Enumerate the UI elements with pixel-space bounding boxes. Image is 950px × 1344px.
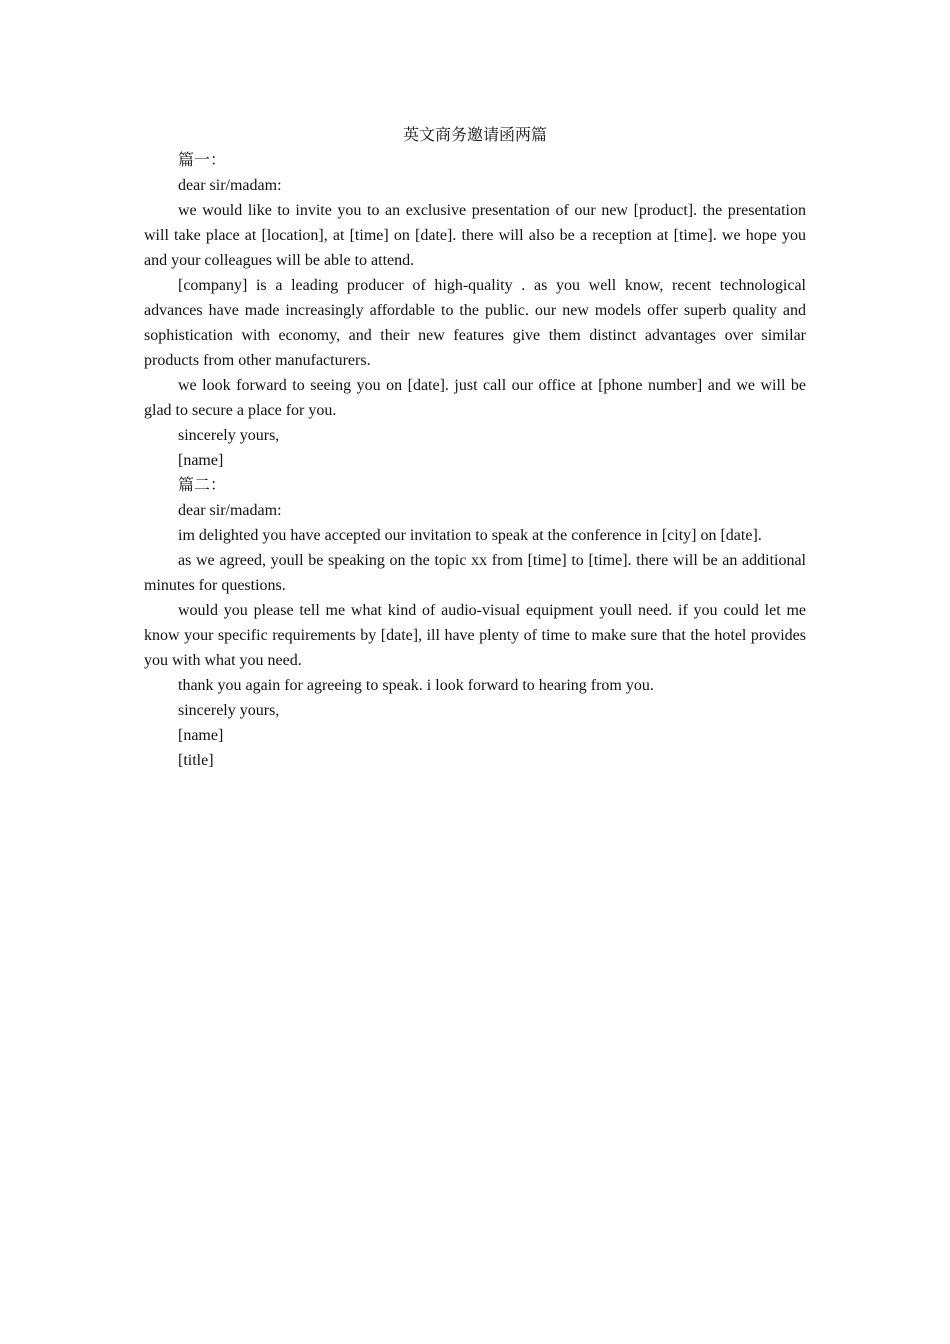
document-page xyxy=(144,123,806,773)
letter2-paragraph: as we agreed, youll be speaking on the topic xx from [time] to [time]. there will be an additional minutes for questions. xyxy=(144,552,806,594)
letter1-name: [name] xyxy=(178,452,224,469)
letter1-paragraph: [company] is a leading producer of high-quality . as you well know, recent technological advances have made increasingly affordable to the public. our new models offer superb quality and sophistication with economy, and their new features give them distinct advantages over similar products from other manufacturers. xyxy=(144,277,806,369)
letter1-salutation: dear sir/madam: xyxy=(178,177,282,194)
letter2-heading: 篇二： xyxy=(178,477,227,494)
letter2-paragraph: would you please tell me what kind of audio-visual equipment youll need. if you could let me know your specific requirements by [date], ill have plenty of time to make sure that the hotel provides you with what you need. xyxy=(144,602,806,669)
letter2-paragraph: thank you again for agreeing to speak. i look forward to hearing from you. xyxy=(178,677,654,694)
document-title: 英文商务邀请函两篇 xyxy=(402,127,547,144)
letter1-heading: 篇一： xyxy=(178,152,227,169)
letter2-closing: sincerely yours, xyxy=(178,702,280,719)
letter2-title-line: [title] xyxy=(178,752,214,769)
letter2-paragraph: im delighted you have accepted our invitation to speak at the conference in [city] on [date]. xyxy=(178,527,762,544)
letter2-name: [name] xyxy=(178,727,224,744)
letter1-paragraph: we look forward to seeing you on [date]. just call our office at [phone number] and we will be glad to secure a place for you. xyxy=(144,377,806,419)
letter1-closing: sincerely yours, xyxy=(178,427,280,444)
letter1-paragraph: we would like to invite you to an exclusive presentation of our new [product]. the presentation will take place at [location], at [time] on [date]. there will also be a reception at [time]. we hope you and your colleagues will be able to attend. xyxy=(144,202,806,269)
letter2-salutation: dear sir/madam: xyxy=(178,502,282,519)
